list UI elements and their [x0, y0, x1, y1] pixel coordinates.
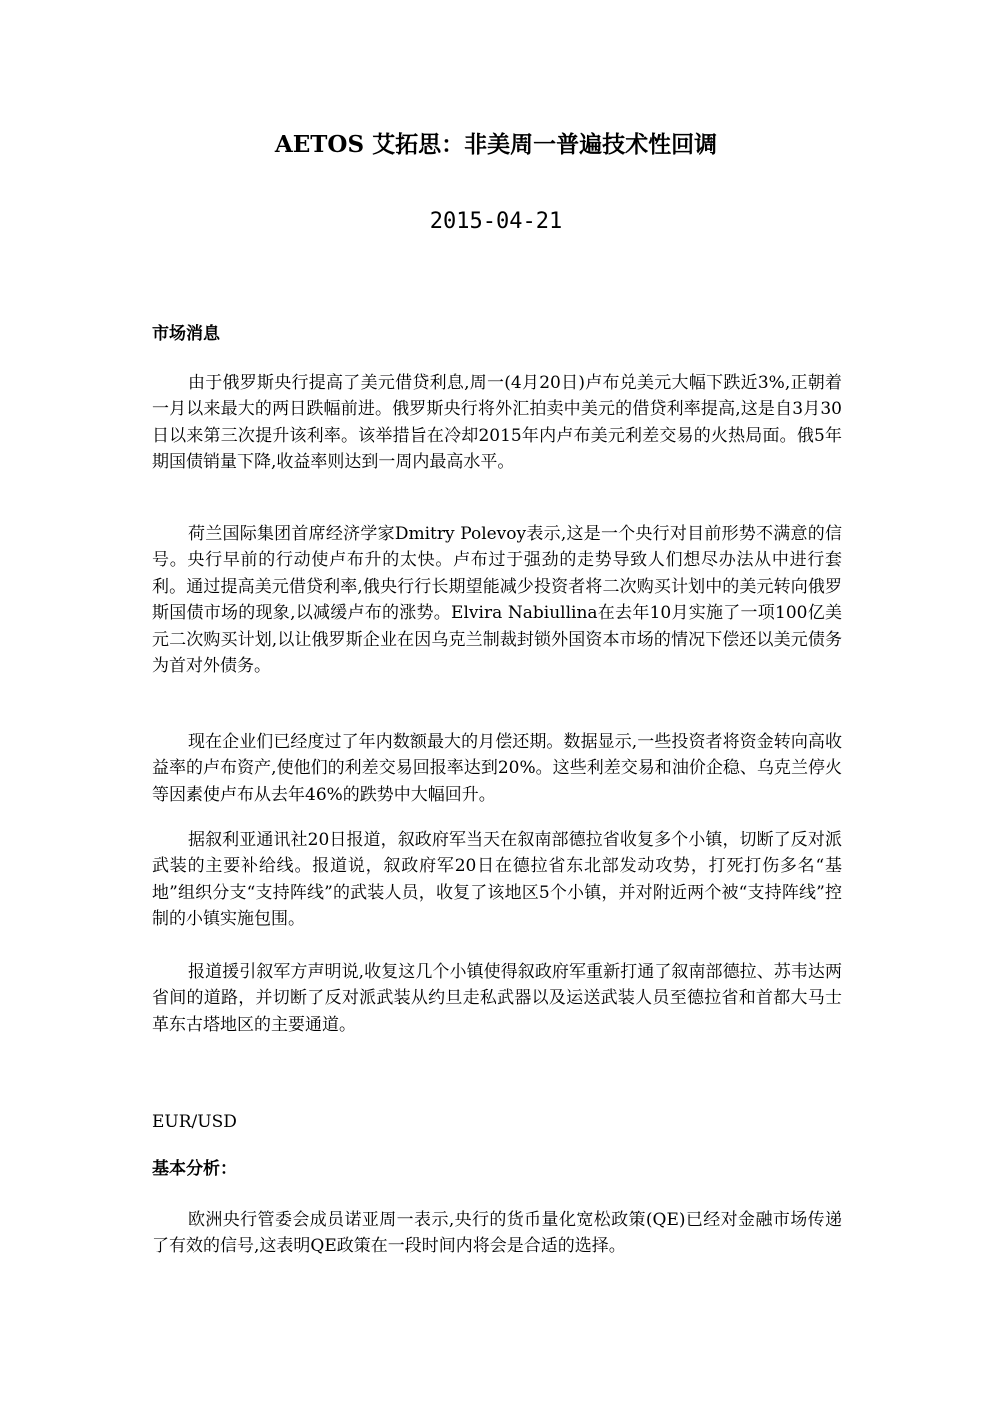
paragraph-5: 报道援引叙军方声明说,收复这几个小镇使得叙政府军重新打通了叙南部德拉、苏韦达两省间的道路，并切断了反对派武装从约旦走私武器以及运送武装人员至德拉省和首都大马士革东古塔地区的主要通道。: [152, 962, 842, 1035]
section-heading-market-news: 市场消息: [152, 324, 220, 344]
currency-pair-label: EUR/USD: [152, 1112, 237, 1132]
section-heading-fundamental: 基本分析：: [152, 1159, 237, 1179]
fundamental-paragraph: 欧洲央行管委会成员诺亚周一表示,央行的货币量化宽松政策(QE)已经对金融市场传递了有效的信号,这表明QE政策在一段时间内将会是合适的选择。: [152, 1210, 842, 1257]
document-date: 2015-04-21: [429, 209, 563, 234]
paragraph-4: 据叙利亚通讯社20日报道，叙政府军当天在叙南部德拉省收复多个小镇，切断了反对派武装的主要补给线。报道说，叙政府军20日在德拉省东北部发动攻势，打死打伤多名“基地”组织分支“支持阵线”的武装人员，收复了该地区5个小镇，并对附近两个被“支持阵线”控制的小镇实施包围。: [152, 830, 842, 930]
paragraph-1: 由于俄罗斯央行提高了美元借贷利息,周一(4月20日)卢布兑美元大幅下跌近3%,正朝着一月以来最大的两日跌幅前进。俄罗斯央行将外汇拍卖中美元的借贷利率提高,这是自3月30日以来第三次提升该利率。该举措旨在冷却2015年内卢布美元利差交易的火热局面。俄5年期国债销量下降,收益率则达到一周内最高水平。: [152, 373, 842, 473]
paragraph-2: 荷兰国际集团首席经济学家Dmitry Polevoy表示,这是一个央行对目前形势不满意的信号。央行早前的行动使卢布升的太快。卢布过于强劲的走势导致人们想尽办法从中进行套利。通过提高美元借贷利率,俄央行行长期望能减少投资者将二次购买计划中的美元转向俄罗斯国债市场的现象,以减缓卢布的涨势。Elvira Nabiullina在去年10月实施了一项100亿美元二次购买计划,以让俄罗斯企业在因乌克兰制裁封锁外国资本市场的情况下偿还以美元债务为首对外债务。: [152, 524, 842, 677]
paragraph-3: 现在企业们已经度过了年内数额最大的月偿还期。数据显示,一些投资者将资金转向高收益率的卢布资产,使他们的利差交易回报率达到20%。这些利差交易和油价企稳、乌克兰停火等因素使卢布从去年46%的跌势中大幅回升。: [152, 732, 842, 805]
document-title: AETOS 艾拓思：非美周一普遍技术性回调: [274, 131, 718, 158]
